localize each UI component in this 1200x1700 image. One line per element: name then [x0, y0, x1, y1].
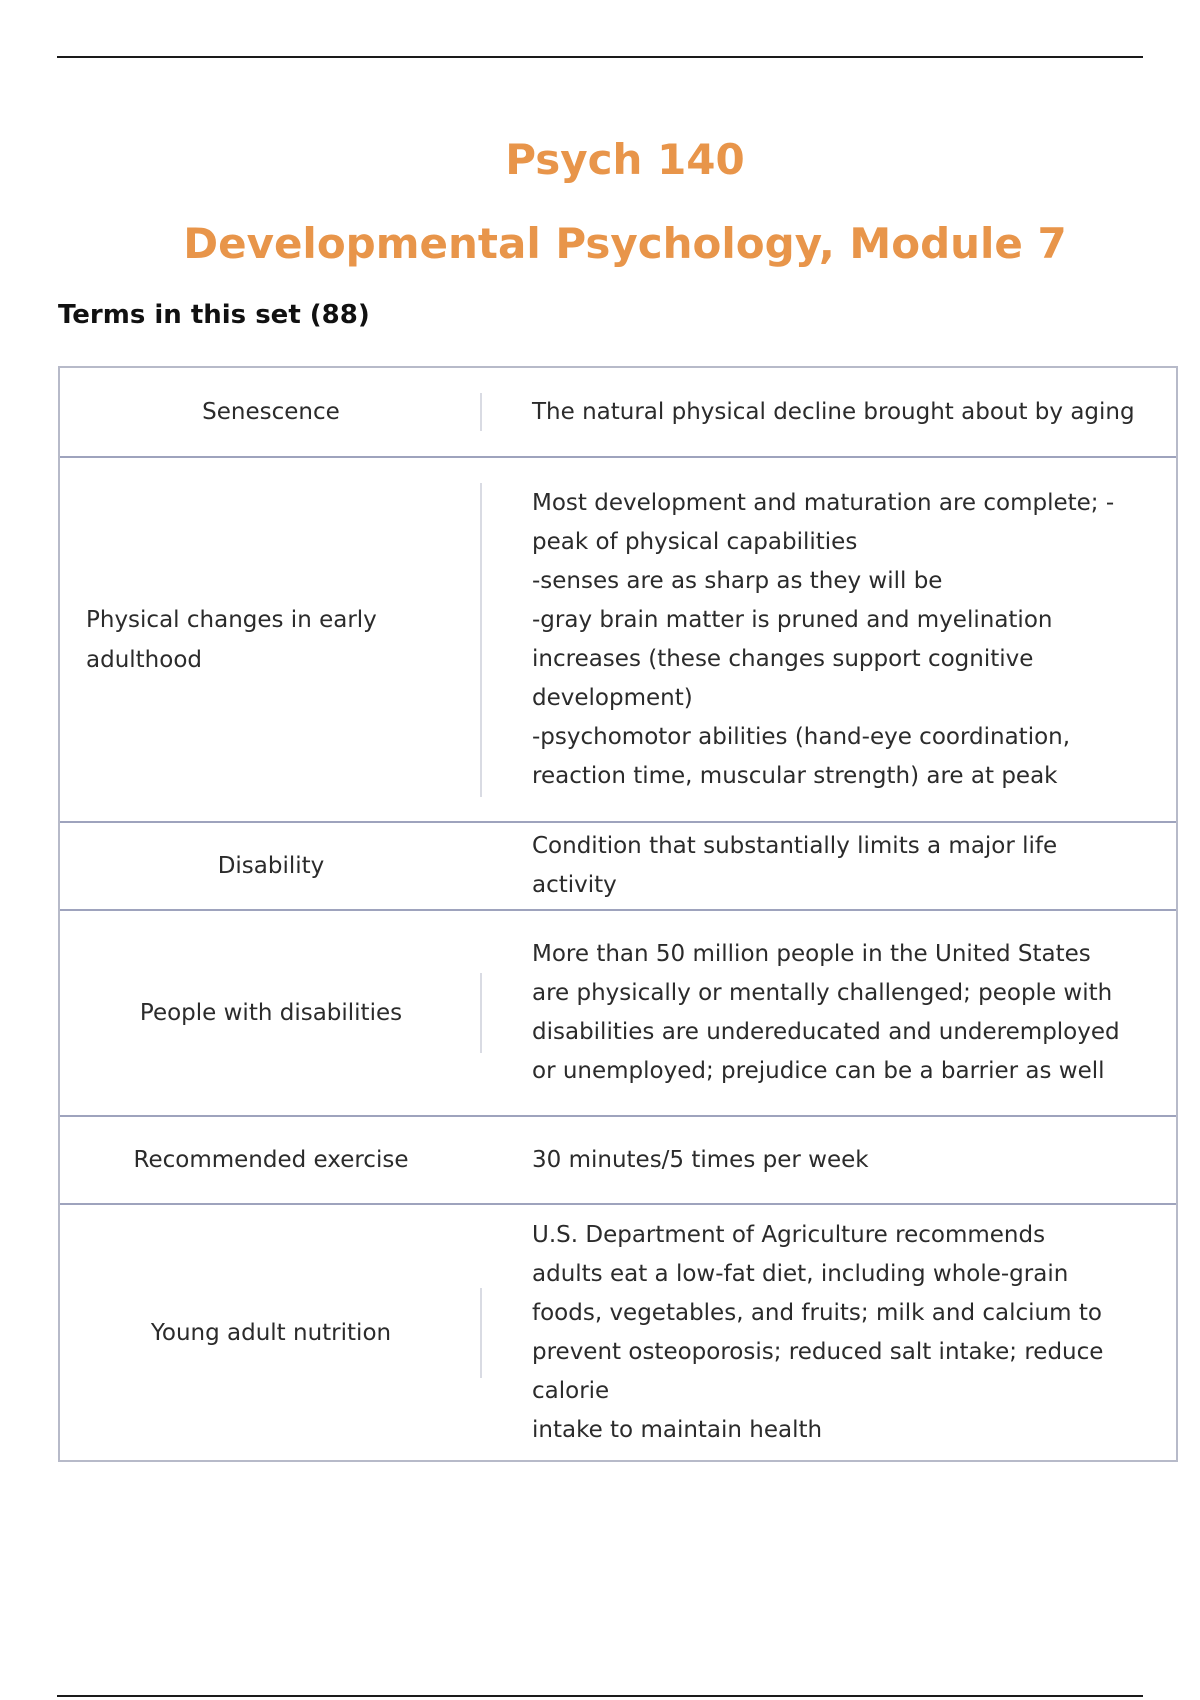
definition-line: or unemployed; prejudice can be a barrier as well: [532, 1058, 1105, 1084]
term-cell: Senescence: [60, 368, 482, 456]
term-row: [60, 911, 1176, 1117]
definition-line: calorie: [532, 1377, 610, 1404]
term-cell: People with disabilities: [60, 911, 482, 1115]
definition-line: More than 50 million people in the United States: [532, 941, 1091, 967]
definition-line: -senses are as sharp as they will be: [532, 567, 943, 594]
definition-line: Most development and maturation are complete; -: [532, 489, 1115, 516]
term-cell: Young adult nutrition: [60, 1205, 482, 1460]
definition-line: -psychomotor abilities (hand-eye coordination,: [532, 723, 1071, 750]
term-cell: Physical changes in early adulthood: [60, 458, 482, 821]
definition-cell: [482, 823, 1176, 909]
definition-line: are physically or mentally challenged; people with: [532, 980, 1113, 1006]
definition-line: prevent osteoporosis; reduced salt intake; reduce: [532, 1338, 1104, 1365]
term-cell: Recommended exercise: [60, 1117, 482, 1203]
definition-line: reaction time, muscular strength) are at peak: [532, 762, 1058, 789]
bottom-rule: [57, 1695, 1143, 1697]
definition-line: increases (these changes support cognitive: [532, 645, 1034, 672]
definition-line: U.S. Department of Agriculture recommends: [532, 1221, 1046, 1248]
definition-line: 30 minutes/5 times per week: [532, 1146, 869, 1173]
top-rule: [57, 56, 1143, 58]
definition-line: -gray brain matter is pruned and myelination: [532, 606, 1053, 633]
definition-cell: [482, 368, 1176, 456]
term-row: [60, 1205, 1176, 1460]
definition-cell: [482, 1117, 1176, 1203]
definition-line: Condition that substantially limits a major life activity: [532, 833, 1058, 898]
definition-line: intake to maintain health: [532, 1416, 823, 1443]
definition-cell: [482, 911, 1176, 1115]
term-row: [60, 458, 1176, 823]
term-row: [60, 823, 1176, 911]
term-row: [60, 1117, 1176, 1205]
definition-line: disabilities are undereducated and underemployed: [532, 1019, 1120, 1045]
definition-cell: [482, 458, 1176, 821]
terms-count-heading: Terms in this set (88): [58, 300, 370, 330]
terms-table: [58, 366, 1178, 1462]
definition-line: The natural physical decline brought about by aging: [532, 398, 1135, 425]
definition-line: adults eat a low-fat diet, including whole-grain: [532, 1260, 1069, 1287]
term-row: [60, 368, 1176, 458]
definition-cell: [482, 1205, 1176, 1460]
term-cell: Disability: [60, 823, 482, 909]
definition-line: peak of physical capabilities: [532, 528, 858, 555]
module-title: Developmental Psychology, Module 7: [183, 219, 1067, 268]
course-title: Psych 140: [505, 135, 745, 184]
definition-line: development): [532, 684, 693, 711]
definition-line: foods, vegetables, and fruits; milk and calcium to: [532, 1299, 1102, 1326]
